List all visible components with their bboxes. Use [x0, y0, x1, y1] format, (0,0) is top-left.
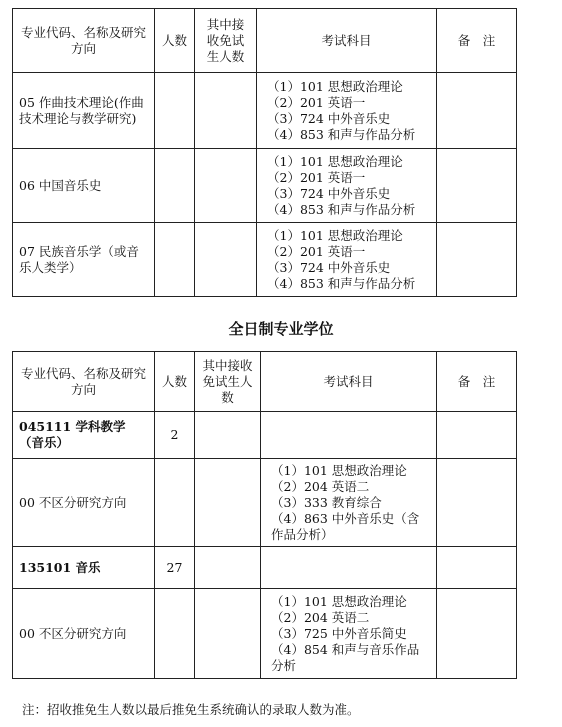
remarks-cell	[437, 547, 517, 589]
count-cell	[155, 589, 195, 679]
subjects-cell	[261, 589, 437, 679]
subject-line: （2）201 英语一	[267, 94, 366, 110]
subject-line: （3）724 中外音乐史	[267, 185, 391, 201]
table-group-row	[13, 547, 517, 589]
subject-line: （3）333 教育综合	[271, 494, 382, 510]
table-header-row	[13, 352, 517, 412]
header-count: 人数	[155, 352, 195, 412]
subject-line: （3）725 中外音乐简史	[271, 625, 407, 641]
exempt-cell	[195, 547, 261, 589]
major-cell: 07 民族音乐学（或音乐人类学）	[13, 223, 155, 297]
subject-line: （2）201 英语一	[267, 169, 366, 185]
exempt-cell	[195, 73, 257, 149]
count-cell	[155, 149, 195, 223]
footnote: 注：招收推免生人数以最后推免生系统确认的录取人数为准。	[22, 702, 360, 717]
table-row	[13, 149, 517, 223]
exempt-cell	[195, 412, 261, 459]
section-title: 全日制专业学位	[228, 320, 334, 338]
header-remarks: 备 注	[437, 9, 517, 73]
header-subjects: 考试科目	[257, 9, 437, 73]
major-cell: 135101 音乐	[13, 547, 155, 589]
table-row	[13, 223, 517, 297]
subjects-cell	[261, 412, 437, 459]
header-major: 专业代码、名称及研究方向	[13, 9, 155, 73]
header-major: 专业代码、名称及研究方向	[13, 352, 155, 412]
subject-line: （4）853 和声与作品分析	[267, 201, 416, 217]
count-cell	[155, 223, 195, 297]
count-cell: 27	[155, 547, 195, 589]
table-header-row	[13, 9, 517, 73]
subject-line: （1）101 思想政治理论	[267, 227, 403, 243]
subjects-cell	[261, 547, 437, 589]
count-cell: 2	[155, 412, 195, 459]
remarks-cell	[437, 589, 517, 679]
subject-line: （1）101 思想政治理论	[267, 78, 403, 94]
exempt-cell	[195, 223, 257, 297]
major-cell: 00 不区分研究方向	[13, 459, 155, 547]
header-count: 人数	[155, 9, 195, 73]
exempt-cell	[195, 589, 261, 679]
remarks-cell	[437, 149, 517, 223]
header-exempt: 其中接收免试生人数	[195, 352, 261, 412]
header-subjects: 考试科目	[261, 352, 437, 412]
header-remarks: 备 注	[437, 352, 517, 412]
subjects-cell	[257, 149, 437, 223]
subject-line: （2）204 英语二	[271, 609, 370, 625]
subject-line: （1）101 思想政治理论	[271, 593, 407, 609]
subject-line: （4）853 和声与作品分析	[267, 275, 416, 291]
subjects-cell	[261, 459, 437, 547]
major-cell: 06 中国音乐史	[13, 149, 155, 223]
exempt-cell	[195, 149, 257, 223]
table-row	[13, 589, 517, 679]
major-cell: 05 作曲技术理论(作曲技术理论与教学研究)	[13, 73, 155, 149]
remarks-cell	[437, 459, 517, 547]
count-cell	[155, 459, 195, 547]
subject-line: （4）854 和声与音乐作品分析	[271, 641, 420, 673]
subject-line: （4）863 中外音乐史（含作品分析）	[271, 510, 420, 542]
subjects-cell	[257, 223, 437, 297]
table-row	[13, 459, 517, 547]
header-exempt: 其中接收免试生人数	[195, 9, 257, 73]
table-group-row	[13, 412, 517, 459]
admissions-table-academic	[12, 8, 517, 297]
subjects-cell	[257, 73, 437, 149]
subject-line: （3）724 中外音乐史	[267, 110, 391, 126]
major-cell: 00 不区分研究方向	[13, 589, 155, 679]
subject-line: （4）853 和声与作品分析	[267, 126, 416, 142]
subject-line: （2）201 英语一	[267, 243, 366, 259]
subject-line: （2）204 英语二	[271, 478, 370, 494]
subject-line: （1）101 思想政治理论	[267, 153, 403, 169]
subject-line: （3）724 中外音乐史	[267, 259, 391, 275]
exempt-cell	[195, 459, 261, 547]
remarks-cell	[437, 73, 517, 149]
major-cell: 045111 学科教学（音乐）	[13, 412, 155, 459]
remarks-cell	[437, 412, 517, 459]
admissions-table-professional	[12, 351, 517, 679]
table-row	[13, 73, 517, 149]
remarks-cell	[437, 223, 517, 297]
count-cell	[155, 73, 195, 149]
subject-line: （1）101 思想政治理论	[271, 462, 407, 478]
